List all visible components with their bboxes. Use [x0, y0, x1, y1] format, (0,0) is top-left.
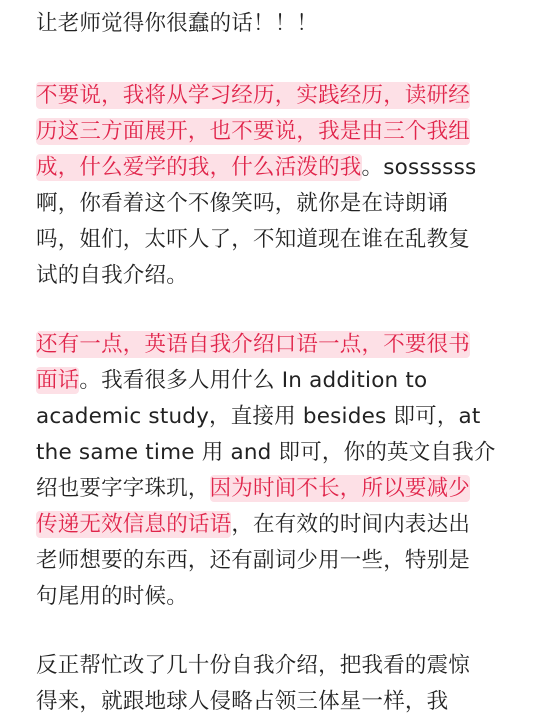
text-line	[36, 363, 516, 399]
text-segment: 啊，你看着这个不像笑吗，就你是在诗朗诵	[36, 191, 449, 216]
text-segment: ，在有效的时间内表达出	[231, 512, 471, 537]
text-line	[36, 186, 516, 222]
text-line	[36, 78, 516, 114]
highlighted-text: 还有一点，英语自我介绍口语一点，不要很书	[36, 332, 471, 357]
text-line	[36, 114, 516, 150]
text-segment: 反正帮忙改了几十份自我介绍，把我看的震惊	[36, 653, 471, 678]
highlighted-text: 因为时间不长，所以要减少	[209, 476, 471, 501]
text-line	[36, 222, 516, 258]
paragraph-title	[36, 6, 516, 42]
highlighted-text: 历这三方面展开，也不要说，我是由三个我组	[36, 119, 471, 144]
text-line	[36, 471, 516, 507]
text-line	[36, 6, 516, 42]
text-segment: 。我看很多人用什么 In addition to	[79, 368, 428, 393]
highlighted-text: 不要说，我将从学习经历，实践经历，读研经	[36, 83, 471, 108]
text-segment: 试的自我介绍。	[36, 263, 188, 288]
text-segment: 老师想要的东西，还有副词少用一些，特别是	[36, 548, 471, 573]
paragraph-dont-say	[36, 78, 516, 294]
text-line	[36, 327, 516, 363]
text-segment: 。sossssss	[361, 155, 477, 180]
highlighted-text: 面话	[36, 368, 80, 393]
text-line	[36, 150, 516, 186]
text-line	[36, 648, 516, 684]
highlighted-text: 成，什么爱学的我，什么活泼的我	[36, 155, 362, 180]
text-segment: academic study，直接用 besides 即可，at	[36, 404, 481, 429]
text-line	[36, 507, 516, 543]
paragraph-anyway	[36, 648, 516, 720]
paragraph-english-intro	[36, 327, 516, 615]
highlighted-text: 传递无效信息的话语	[36, 512, 232, 537]
text-segment: 吗，姐们，太吓人了，不知道现在谁在乱教复	[36, 227, 471, 252]
text-line	[36, 258, 516, 294]
text-line	[36, 399, 516, 435]
text-segment: the same time 用 and 即可，你的英文自我介	[36, 440, 496, 465]
text-line	[36, 435, 516, 471]
text-segment: 得来，就跟地球人侵略占领三体星一样，我	[36, 689, 449, 714]
text-segment: 句尾用的时候。	[36, 584, 188, 609]
text-segment: 让老师觉得你很蠢的话！！！	[36, 11, 319, 36]
text-line	[36, 684, 516, 720]
text-line	[36, 543, 516, 579]
text-segment: 绍也要字字珠玑，	[36, 476, 210, 501]
text-line	[36, 579, 516, 615]
